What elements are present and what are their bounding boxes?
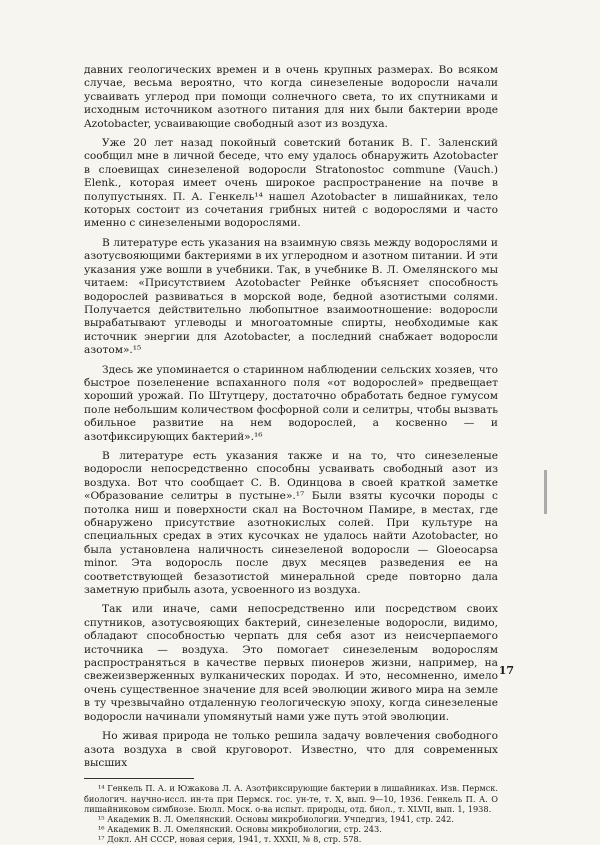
page-body bbox=[84, 64, 498, 845]
footnote-14: ¹⁴ Генкель П. А. и Южакова Л. А. Азотфиксирующие бактерии в лишайниках. Изв. Пермск. биологич. научно-иссл. ин-та при Пермск. гос. ун-те, т. X, вып. 9—10, 1936. Генкель П. А. О лишайниковом симбиозе. Бюлл. Моск. о-ва испыт. природы, отд. биол., т. XLVII, вып. 1, 1938. bbox=[84, 783, 498, 814]
paragraph-6: Так или иначе, сами непосредственно или посредством своих спутников, азотусвояющих бактерий, синезеленые водоросли, видимо, обладают способностью черпать для себя азот из неисчерпаемого источника — воздуха. Это помогает синезеленым водорослям распространяться в качестве первых пионеров жизни, например, на свежеизверженных вулканических породах. И это, несомненно, имело очень существенное значение для всей эволюции живого мира на земле в ту чрезвычайно отдаленную геологическую эпоху, когда синезеленые водоросли начинали упомянутый нами уже путь этой эволюции. bbox=[84, 603, 498, 723]
footnote-17: ¹⁷ Докл. АН СССР, новая серия, 1941, т. XXXII, № 8, стр. 578. bbox=[98, 834, 362, 845]
footnote-15: ¹⁵ Академик В. Л. Омелянский. Основы микробиологии. Учпедгиз, 1941, стр. 242. bbox=[98, 813, 454, 824]
page-number: 17 bbox=[498, 664, 514, 677]
footnote-16: ¹⁶ Академик В. Л. Омелянский. Основы микробиологии, стр. 243. bbox=[98, 824, 382, 835]
paragraph-2: Уже 20 лет назад покойный советский ботаник В. Г. Заленский сообщил мне в личной беседе, что ему удалось обнаружить Azotobacter в слоевищах синезеленой водоросли Stratonostoc commune (Vauch.) Elenk., которая имеет очень широкое распространение на почве в полупустынях. П. А. Генкель¹⁴ нашел Azotobacter в лишайниках, тело которых состоит из сочетания грибных нитей с водорослями и часто именно с синезелеными водорослями. bbox=[84, 137, 498, 230]
paragraph-4: Здесь же упоминается о старинном наблюдении сельских хозяев, что быстрое позеленение вспаханного поля «от водорослей» предвещает хороший урожай. По Штутцеру, достаточно обработать бедное гумусом поле небольшим количеством фосфорной соли и селитры, чтобы вызвать обильное развитие на нем водорослей, а косвенно — и азотфиксирующих бактерий».¹⁶ bbox=[84, 363, 498, 443]
paragraph-5: В литературе есть указания также и на то, что синезеленые водоросли непосредственно способны усваивать свободный азот из воздуха. Вот что сообщает С. В. Одинцова в своей краткой заметке «Образование селитры в пустыне».¹⁷ Были взяты кусочки породы с потолка ниш и поверхности скал на Восточном Памире, в местах, где обнаружено присутствие азотнокислых солей. При культуре на специальных средах в этих кусочках не удалось найти Azotobacter, но была установлена наличность синезеленой водоросли — Gloeocapsa minor. Эта водоросль после двух месяцев разведения ее на соответствующей безазотистой минеральной среде повторно дала заметную прибыль азота, усвоенного из воздуха. bbox=[84, 449, 498, 597]
paragraph-1: давних геологических времен и в очень крупных размерах. Во всяком случае, весьма вероятно, что когда синезеленые водоросли начали усваивать углерод при помощи солнечного света, то их спутниками и исходным источником азотного питания для них были бактерии вроде Azotobacter, усваивающие свободный азот из воздуха. bbox=[84, 64, 498, 130]
paragraph-7: Но живая природа не только решила задачу вовлечения свободного азота воздуха в свой круговорот. Известно, что для современных высших bbox=[84, 730, 498, 769]
footnote-divider bbox=[84, 778, 194, 779]
paragraph-3: В литературе есть указания на взаимную связь между водорослями и азотусвояющими бактериями в их углеродном и азотном питании. И эти указания уже вошли в учебники. Так, в учебнике В. Л. Омелянского мы читаем: «Присутствием Azotobacter Рейнке объясняет способность водорослей развиваться в морской воде, бедной азотистыми солями. Получается действительно любопытное взаимоотношение: водоросли вырабатывают углеводы и многоатомные спирты, необходимые как источник энергии для Azotobacter, а последний снабжает водоросли азотом».¹⁵ bbox=[84, 236, 498, 357]
margin-mark bbox=[544, 470, 547, 514]
